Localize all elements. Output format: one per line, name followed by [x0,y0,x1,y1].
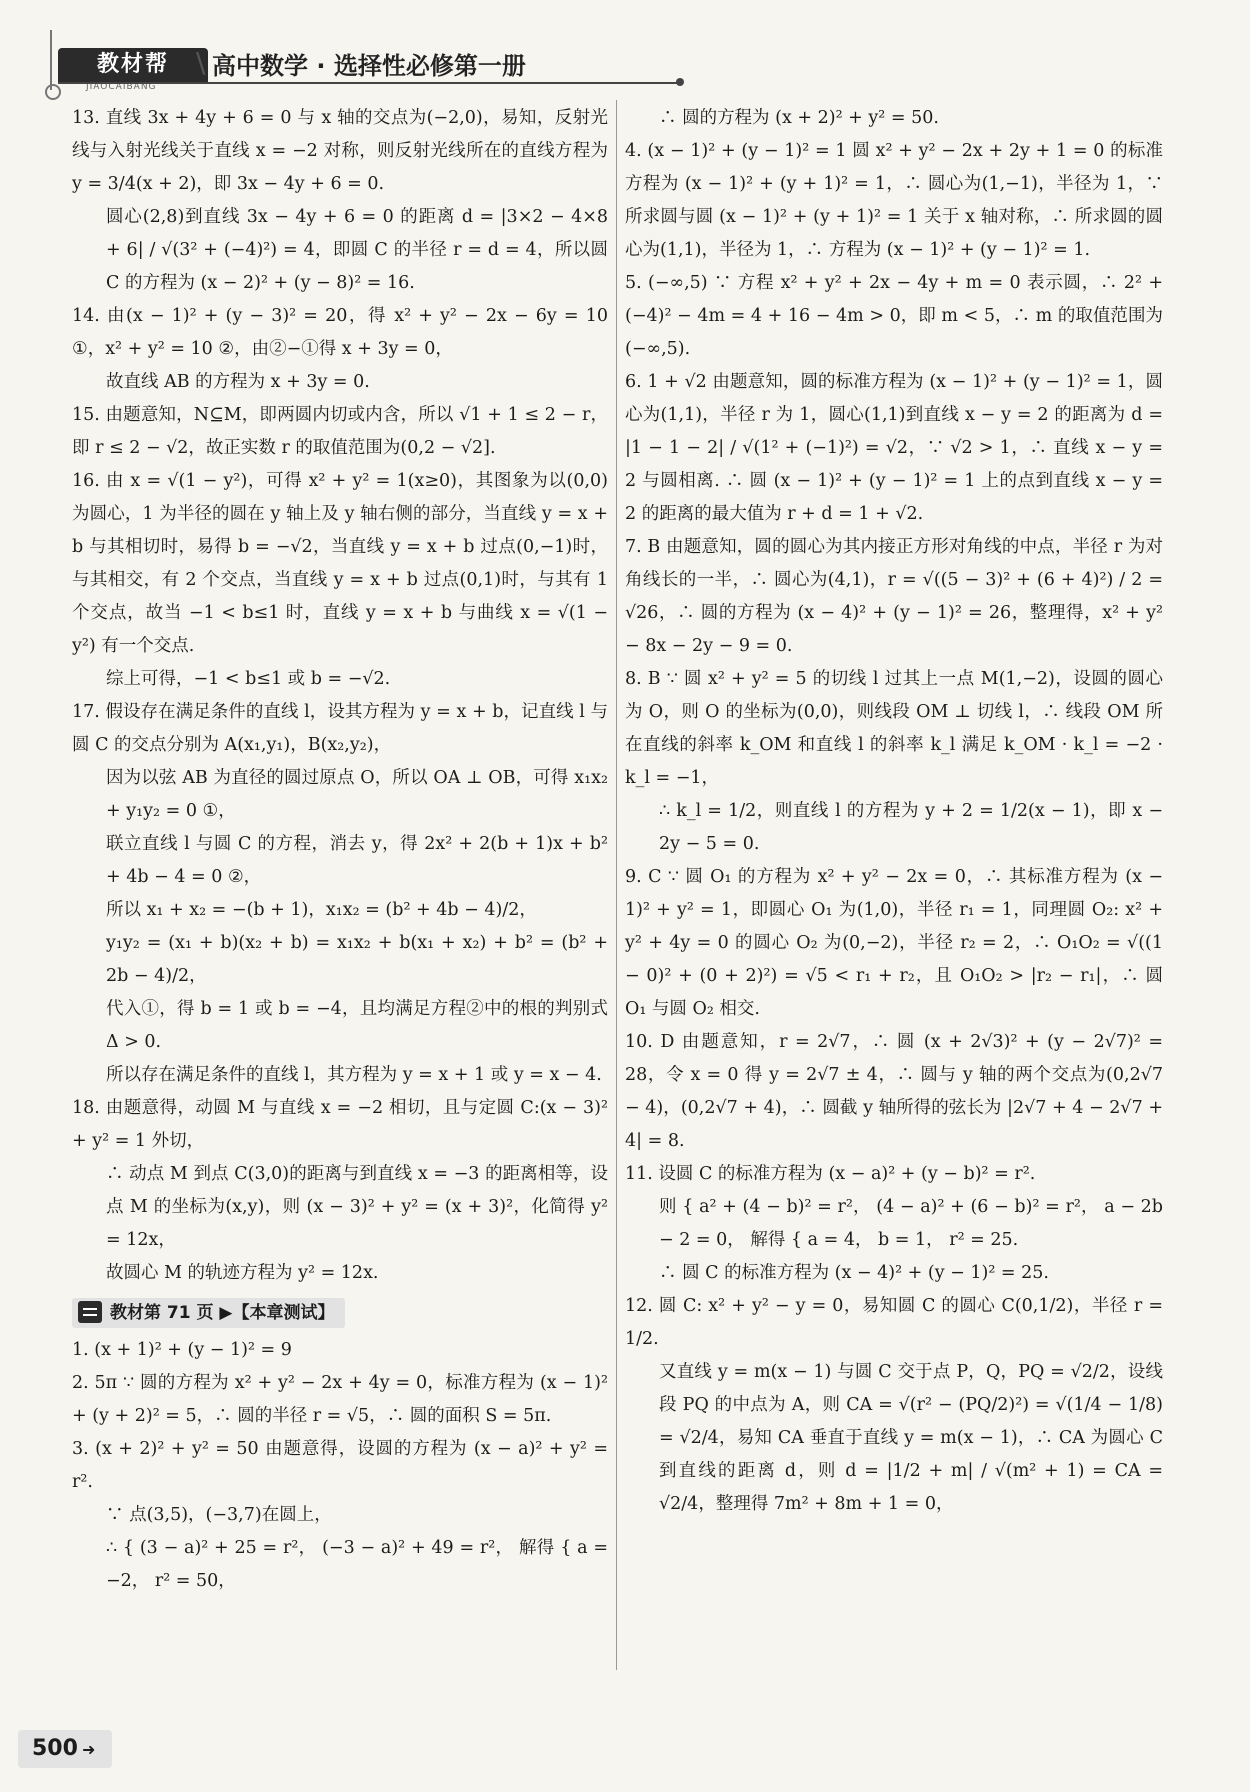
answer-item: 18. 由题意得，动圆 M 与直线 x = −2 相切，且与定圆 C:(x − 3)² + y² = 1 外切， [72,1098,608,1151]
book-title: 高中数学 · 选择性必修第一册 [212,52,526,80]
answer-item: ∴ k_l = 1/2，则直线 l 的方程为 y + 2 = 1/2(x − 1)，即 x − 2y − 5 = 0. [659,801,1163,854]
answer-item: 联立直线 l 与圆 C 的方程，消去 y，得 2x² + 2(b + 1)x + b² + 4b − 4 = 0 ②， [106,834,608,887]
answer-item: 5. (−∞,5) ∵ 方程 x² + y² + 2x − 4y + m = 0 表示圆，∴ 2² + (−4)² − 4m = 4 + 16 − 4m > 0，即 m < 5，∴ m 的取值范围为 (−∞,5). [625,273,1163,359]
section-heading [72,1298,345,1328]
answer-item: ∴ 动点 M 到点 C(3,0)的距离与到直线 x = −3 的距离相等，设点 M 的坐标为(x,y)，则 (x − 3)² + y² = (x + 3)²，化简得 y² = 12x， [106,1164,608,1250]
answer-item: 12. 圆 C: x² + y² − y = 0，易知圆 C 的圆心 C(0,1/2)，半径 r = 1/2. [625,1296,1163,1349]
brand-subtitle: JIAOCAIBANG [86,82,157,92]
answer-item: 故直线 AB 的方程为 x + 3y = 0. [106,372,370,392]
answer-item: ∴ 圆的方程为 (x + 2)² + y² = 50. [659,108,939,128]
answer-item: 14. 由(x − 1)² + (y − 3)² = 20，得 x² + y² − 2x − 6y = 10 ①，x² + y² = 10 ②，由②−①得 x + 3y = 0， [72,306,608,359]
right-column [625,102,1163,1521]
answer-item: 10. D 由题意知，r = 2√7，∴ 圆 (x + 2√3)² + (y − 2√7)² = 28，令 x = 0 得 y = 2√7 ± 4，∴ 圆与 y 轴的两个交点为(0,2√7 − 4)，(0,2√7 + 4)，∴ 圆截 y 轴所得的弦长为 |2√7 + 4 − 2√7 + 4| = 8. [625,1032,1163,1151]
answer-item: 故圆心 M 的轨迹方程为 y² = 12x. [106,1263,379,1283]
page-number-text: 500 [32,1736,78,1761]
answer-item: 所以 x₁ + x₂ = −(b + 1)，x₁x₂ = (b² + 4b − 4)/2， [106,900,537,920]
answer-item: 8. B ∵ 圆 x² + y² = 5 的切线 l 过其上一点 M(1,−2)，设圆的圆心为 O，则 O 的坐标为(0,0)，则线段 OM ⊥ 切线 l，∴ 线段 OM 所在直线的斜率 k_OM 和直线 l 的斜率 k_l 满足 k_OM · k_l = −2 · k_l = −1， [625,669,1163,788]
answer-item: 代入①，得 b = 1 或 b = −4，且均满足方程②中的根的判别式Δ > 0. [106,999,608,1052]
answer-item: 6. 1 + √2 由题意知，圆的标准方程为 (x − 1)² + (y − 1)² = 1，圆心为(1,1)，半径 r 为 1，圆心(1,1)到直线 x − y = 2 的距离为 d = |1 − 1 − 2| / √(1² + (−1)²) = √2，∵ √2 > 1，∴ 直线 x − y = 2 与圆相离. ∴ 圆 (x − 1)² + (y − 1)² = 1 上的点到直线 x − y = 2 的距离的最大值为 r + d = 1 + √2. [625,372,1163,524]
binder-pin-icon [50,30,60,90]
answer-item: 所以存在满足条件的直线 l，其方程为 y = x + 1 或 y = x − 4. [106,1065,602,1085]
answer-item: 1. (x + 1)² + (y − 1)² = 9 [72,1340,292,1360]
binder-ring-icon [45,84,61,100]
answer-item: y₁y₂ = (x₁ + b)(x₂ + b) = x₁x₂ + b(x₁ + x₂) + b² = (b² + 2b − 4)/2， [106,933,608,986]
header-rule [58,82,678,84]
answer-item: 9. C ∵ 圆 O₁ 的方程为 x² + y² − 2x = 0，∴ 其标准方程为 (x − 1)² + y² = 1，即圆心 O₁ 为(1,0)，半径 r₁ = 1，同理圆 O₂: x² + y² + 4y = 0 的圆心 O₂ 为(0,−2)，半径 r₂ = 2，∴ O₁O₂ = √((1 − 0)² + (0 + 2)²) = √5 < r₁ + r₂，且 O₁O₂ > |r₂ − r₁|，∴ 圆 O₁ 与圆 O₂ 相交. [625,867,1163,1019]
answer-item: 2. 5π ∵ 圆的方程为 x² + y² − 2x + 4y = 0，标准方程为 (x − 1)² + (y + 2)² = 5，∴ 圆的半径 r = √5，∴ 圆的面积 S = 5π. [72,1373,608,1426]
section-heading-text: 教材第 71 页 ▶【本章测试】 [110,1303,335,1323]
answer-item: 3. (x + 2)² + y² = 50 由题意得，设圆的方程为 (x − a)² + y² = r². [72,1439,608,1492]
page-number [18,1730,112,1768]
brand-logo: 教材帮 [58,48,208,82]
answer-item: ∴ { (3 − a)² + 25 = r²， (−3 − a)² + 49 = r²， 解得 { a = −2， r² = 50， [106,1538,608,1591]
answer-item: 15. 由题意知，N⊆M，即两圆内切或内含，所以 √1 + 1 ≤ 2 − r，即 r ≤ 2 − √2，故正实数 r 的取值范围为(0,2 − √2]. [72,405,608,458]
header-separator-icon: \ [196,46,206,79]
answer-item: ∴ 圆 C 的标准方程为 (x − 4)² + (y − 1)² = 25. [659,1263,1049,1283]
left-column [72,102,608,1598]
answer-item: 17. 假设存在满足条件的直线 l，设其方程为 y = x + b，记直线 l 与圆 C 的交点分别为 A(x₁,y₁)，B(x₂,y₂)， [72,702,608,755]
answer-item: 因为以弦 AB 为直径的圆过原点 O，所以 OA ⊥ OB，可得 x₁x₂ + y₁y₂ = 0 ①， [106,768,608,821]
answer-item: 11. 设圆 C 的标准方程为 (x − a)² + (y − b)² = r². [625,1164,1036,1184]
answer-item: 7. B 由题意知，圆的圆心为其内接正方形对角线的中点，半径 r 为对角线长的一半，∴ 圆心为(4,1)，r = √((5 − 3)² + (6 + 4)²) / 2 = √26，∴ 圆的方程为 (x − 4)² + (y − 1)² = 26，整理得，x² + y² − 8x − 2y − 9 = 0. [625,537,1163,656]
header-dot-icon [676,78,684,86]
page-header [0,42,1250,92]
answer-item: 又直线 y = m(x − 1) 与圆 C 交于点 P，Q，PQ = √2/2，设线段 PQ 的中点为 A，则 CA = √(r² − (PQ/2)²) = √(1/4 − 1/8) = √2/4，易知 CA 垂直于直线 y = m(x − 1)，∴ CA 为圆心 C 到直线的距离 d，则 d = |1/2 + m| / √(m² + 1) = CA = √2/4，整理得 7m² + 8m + 1 = 0， [659,1362,1163,1514]
arrow-right-icon: ➜ [81,1740,96,1759]
answer-item: 则 { a² + (4 − b)² = r²， (4 − a)² + (6 − b)² = r²， a − 2b − 2 = 0， 解得 { a = 4， b = 1， r² = 25. [659,1197,1163,1250]
answer-item: 综上可得，−1 < b≤1 或 b = −√2. [106,669,391,689]
answer-item: 圆心(2,8)到直线 3x − 4y + 6 = 0 的距离 d = |3×2 − 4×8 + 6| / √(3² + (−4)²) = 4，即圆 C 的半径 r = d = 4，所以圆 C 的方程为 (x − 2)² + (y − 8)² = 16. [106,207,608,293]
answer-item: 16. 由 x = √(1 − y²)，可得 x² + y² = 1(x≥0)，其图象为以(0,0)为圆心，1 为半径的圆在 y 轴上及 y 轴右侧的部分，当直线 y = x + b 与其相切时，易得 b = −√2，当直线 y = x + b 过点(0,−1)时，与其相交，有 2 个交点，当直线 y = x + b 过点(0,1)时，与其有 1 个交点，故当 −1 < b≤1 时，直线 y = x + b 与曲线 x = √(1 − y²) 有一个交点. [72,471,608,656]
answer-item: 13. 直线 3x + 4y + 6 = 0 与 x 轴的交点为(−2,0)，易知，反射光线与入射光线关于直线 x = −2 对称，则反射光线所在的直线方程为 y = 3/4(x + 2)，即 3x − 4y + 6 = 0. [72,108,608,194]
book-icon [78,1301,102,1323]
column-divider [616,100,617,1670]
answer-item: ∵ 点(3,5)，(−3,7)在圆上， [106,1505,332,1525]
answer-item: 4. (x − 1)² + (y − 1)² = 1 圆 x² + y² − 2x + 2y + 1 = 0 的标准方程为 (x − 1)² + (y + 1)² = 1，∴ 圆心为(1,−1)，半径为 1，∵ 所求圆与圆 (x − 1)² + (y + 1)² = 1 关于 x 轴对称，∴ 所求圆的圆心为(1,1)，半径为 1，∴ 方程为 (x − 1)² + (y − 1)² = 1. [625,141,1163,260]
